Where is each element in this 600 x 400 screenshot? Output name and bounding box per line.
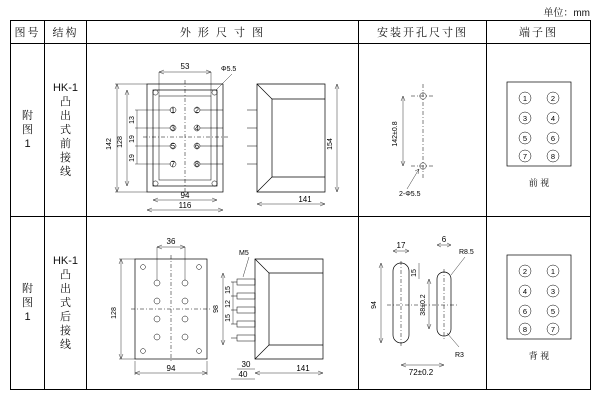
svg-text:128: 128 bbox=[111, 307, 118, 319]
svg-text:6: 6 bbox=[194, 141, 200, 151]
svg-text:19: 19 bbox=[129, 135, 136, 143]
table-row bbox=[11, 217, 591, 390]
structure-char: 线 bbox=[60, 339, 71, 351]
structure-char: 式 bbox=[60, 124, 71, 136]
outline-drawing-front-wiring bbox=[87, 44, 359, 216]
unit-note: 单位：mm bbox=[543, 8, 590, 19]
svg-text:8: 8 bbox=[550, 152, 556, 161]
svg-text:前 视: 前 视 bbox=[528, 178, 550, 188]
fig-no-char: 1 bbox=[24, 138, 31, 150]
svg-text:8: 8 bbox=[522, 325, 528, 334]
svg-text:1: 1 bbox=[550, 267, 556, 276]
structure-char: 式 bbox=[60, 297, 71, 309]
terminal-diagram-front bbox=[487, 44, 591, 216]
table-row bbox=[11, 44, 591, 217]
structure-char: 出 bbox=[60, 283, 71, 295]
svg-text:2: 2 bbox=[522, 267, 528, 276]
svg-text:94: 94 bbox=[371, 301, 378, 309]
structure-char: 前 bbox=[60, 138, 71, 150]
header-outline-drawing: 外 形 尺 寸 图 bbox=[87, 21, 359, 44]
svg-text:R8.5: R8.5 bbox=[459, 249, 474, 256]
svg-text:2: 2 bbox=[550, 94, 556, 103]
svg-text:30: 30 bbox=[241, 360, 251, 369]
cell-outline-1 bbox=[87, 44, 359, 217]
svg-text:3: 3 bbox=[170, 123, 176, 133]
svg-text:94: 94 bbox=[166, 364, 176, 373]
mounting-hole-drawing-rear bbox=[359, 217, 487, 389]
svg-text:4: 4 bbox=[550, 114, 556, 123]
svg-text:19: 19 bbox=[129, 154, 136, 162]
structure-char: 线 bbox=[60, 166, 71, 178]
cell-mounting-1 bbox=[359, 44, 487, 217]
table-header-row bbox=[11, 21, 591, 44]
svg-text:17: 17 bbox=[396, 241, 406, 250]
cell-structure-2 bbox=[45, 217, 87, 390]
structure-char: 接 bbox=[60, 325, 71, 337]
header-fig-no: 图号 bbox=[11, 21, 45, 44]
svg-text:15: 15 bbox=[411, 269, 418, 277]
svg-text:141: 141 bbox=[298, 195, 312, 204]
svg-text:2-Φ5.5: 2-Φ5.5 bbox=[399, 191, 421, 198]
specification-table bbox=[10, 20, 591, 390]
svg-text:R3: R3 bbox=[455, 352, 464, 359]
svg-text:142±0.8: 142±0.8 bbox=[392, 121, 399, 147]
header-structure: 结构 bbox=[45, 21, 87, 44]
svg-text:116: 116 bbox=[178, 201, 192, 210]
cell-structure-1 bbox=[45, 44, 87, 217]
header-terminal-drawing: 端子图 bbox=[487, 21, 591, 44]
structure-char: 后 bbox=[60, 311, 71, 323]
fig-no-char: 附 bbox=[22, 283, 33, 295]
structure-char: 出 bbox=[60, 110, 71, 122]
svg-text:3: 3 bbox=[522, 114, 528, 123]
svg-text:72±0.2: 72±0.2 bbox=[408, 368, 434, 377]
svg-text:36: 36 bbox=[166, 237, 176, 246]
cell-terminal-1 bbox=[487, 44, 591, 217]
svg-text:2: 2 bbox=[194, 105, 200, 115]
svg-text:12: 12 bbox=[225, 300, 232, 308]
header-mounting-drawing: 安装开孔尺寸图 bbox=[359, 21, 487, 44]
svg-text:141: 141 bbox=[296, 364, 310, 373]
svg-text:7: 7 bbox=[550, 325, 556, 334]
svg-text:1: 1 bbox=[522, 94, 528, 103]
svg-text:背 视: 背 视 bbox=[528, 351, 550, 361]
structure-char: 凸 bbox=[60, 96, 71, 108]
svg-text:154: 154 bbox=[327, 138, 334, 150]
svg-text:6: 6 bbox=[441, 235, 447, 244]
svg-text:1: 1 bbox=[170, 105, 176, 115]
fig-no-char: 图 bbox=[22, 297, 33, 309]
svg-text:15: 15 bbox=[225, 286, 232, 294]
svg-text:38±0.2: 38±0.2 bbox=[420, 294, 427, 316]
svg-text:53: 53 bbox=[180, 62, 190, 71]
structure-model: HK-1 bbox=[52, 82, 79, 94]
cell-fig-no-2 bbox=[11, 217, 45, 390]
structure-model: HK-1 bbox=[52, 255, 79, 267]
svg-text:6: 6 bbox=[550, 134, 556, 143]
svg-text:128: 128 bbox=[117, 136, 124, 148]
svg-text:98: 98 bbox=[213, 305, 220, 313]
svg-text:M5: M5 bbox=[239, 250, 249, 257]
svg-text:6: 6 bbox=[522, 307, 528, 316]
cell-outline-2 bbox=[87, 217, 359, 390]
svg-text:13: 13 bbox=[129, 116, 136, 124]
svg-text:3: 3 bbox=[550, 287, 556, 296]
svg-text:142: 142 bbox=[106, 138, 113, 150]
svg-text:5: 5 bbox=[550, 307, 556, 316]
mounting-hole-drawing-front bbox=[359, 44, 487, 216]
svg-text:7: 7 bbox=[522, 152, 528, 161]
svg-text:5: 5 bbox=[170, 141, 176, 151]
svg-text:7: 7 bbox=[170, 159, 176, 169]
cell-mounting-2 bbox=[359, 217, 487, 390]
svg-text:8: 8 bbox=[194, 159, 200, 169]
cell-terminal-2 bbox=[487, 217, 591, 390]
cell-fig-no-1 bbox=[11, 44, 45, 217]
svg-text:15: 15 bbox=[225, 314, 232, 322]
svg-text:5: 5 bbox=[522, 134, 528, 143]
fig-no-char: 图 bbox=[22, 124, 33, 136]
structure-char: 接 bbox=[60, 152, 71, 164]
svg-text:4: 4 bbox=[194, 123, 200, 133]
svg-text:94: 94 bbox=[180, 191, 190, 200]
svg-text:4: 4 bbox=[522, 287, 528, 296]
outline-drawing-rear-wiring bbox=[87, 217, 359, 389]
fig-no-char: 附 bbox=[22, 110, 33, 122]
terminal-diagram-rear bbox=[487, 217, 591, 389]
svg-text:Φ5.5: Φ5.5 bbox=[221, 66, 237, 73]
svg-text:40: 40 bbox=[238, 370, 248, 379]
fig-no-char: 1 bbox=[24, 311, 31, 323]
structure-char: 凸 bbox=[60, 269, 71, 281]
